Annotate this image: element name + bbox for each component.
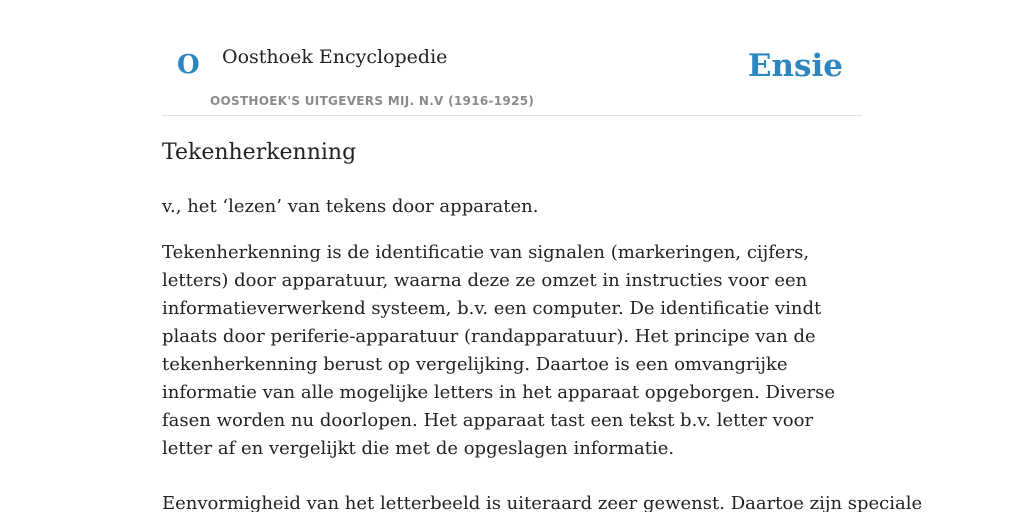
- entry-title: Tekenherkenning: [162, 140, 357, 165]
- entry-definition: v., het ‘lezen’ van tekens door apparaten.: [162, 196, 539, 217]
- book-title[interactable]: Oosthoek Encyclopedie: [222, 46, 448, 68]
- entry-paragraph: Tekenherkenning is de identificatie van signalen (markeringen, cijfers, letters) door apparatuur, waarna deze ze omzet in instructies voor een informatieverwerkend systeem, b.v. een computer. De identificatie vindt plaats door periferie-apparatuur (randapparatuur). Het principe van de tekenherkenning berust op vergelijking. Daartoe is een omvangrijke informatie van alle mogelijke letters in het apparaat opgeborgen. Diverse fasen worden nu doorlopen. Het apparaat tast een tekst b.v. letter voor letter af en vergelijkt die met de opgeslagen informatie.: [162, 242, 836, 459]
- entry-paragraph: Eenvormigheid van het letterbeeld is uiteraard zeer gewenst. Daartoe zijn speciale: [162, 493, 923, 512]
- header: [162, 0, 862, 116]
- brand-logo-link[interactable]: Ensie: [747, 48, 843, 84]
- publisher-label: OOSTHOEK'S UITGEVERS MIJ. N.V (1916-1925): [210, 94, 535, 108]
- page: [162, 0, 923, 512]
- logo-letter[interactable]: O: [177, 50, 200, 80]
